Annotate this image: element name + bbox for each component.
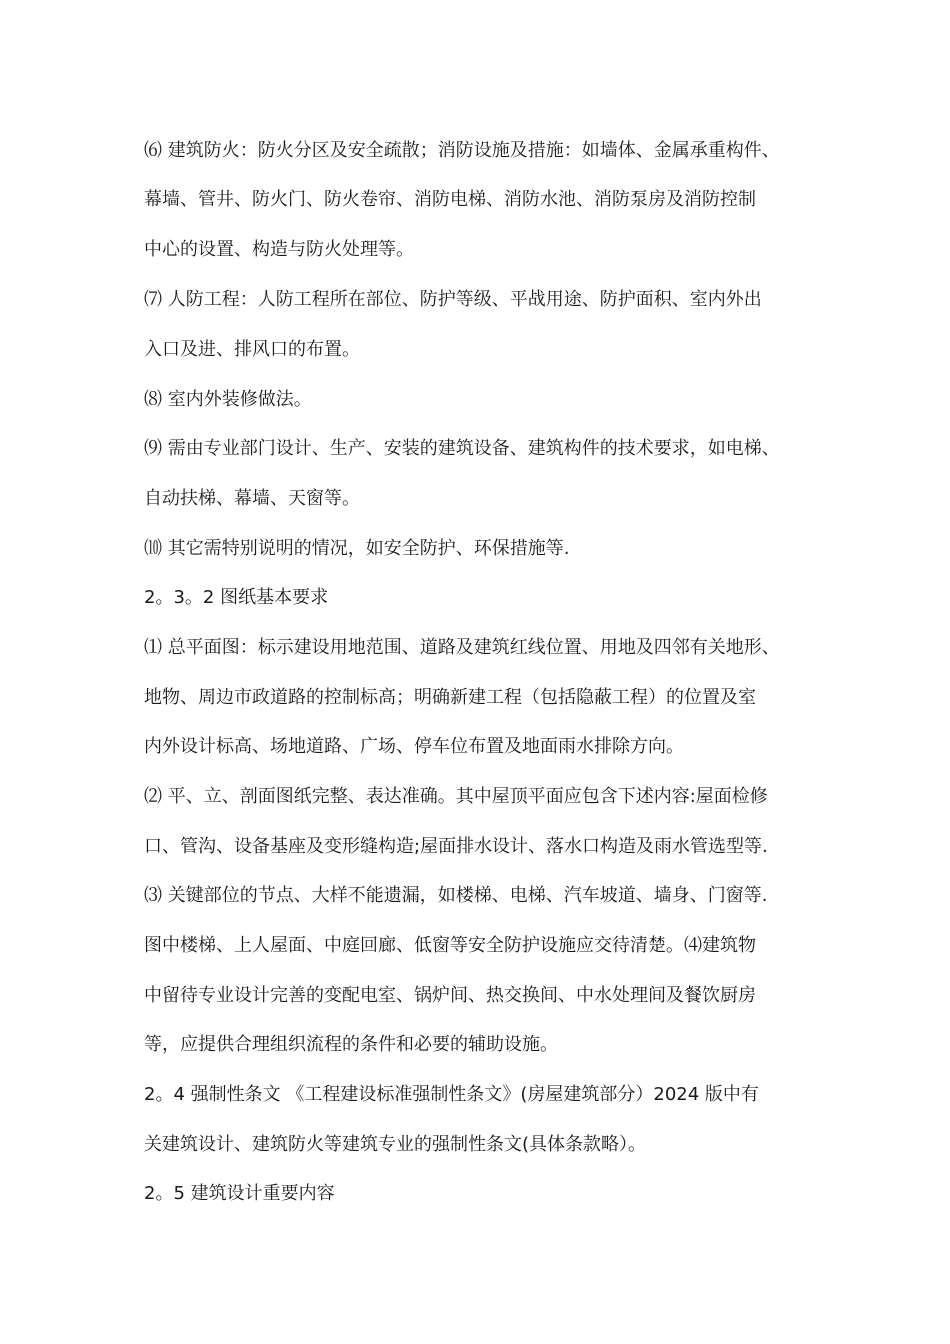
section-heading: 2。4 强制性条文 《工程建设标准强制性条文》(房屋建筑部分）2024 版中有 (144, 1084, 759, 1105)
text-line: ⑻ 室内外装修做法。 (144, 389, 312, 410)
text-line: 地物、周边市政道路的控制标高；明确新建工程（包括隐蔽工程）的位置及室 (144, 687, 756, 708)
text-line: ⑶ 关键部位的节点、大样不能遗漏，如楼梯、电梯、汽车坡道、墙身、门窗等. (144, 885, 768, 906)
text-line: 图中楼梯、上人屋面、中庭回廊、低窗等安全防护设施应交待清楚。⑷建筑物 (144, 935, 756, 956)
text-line: ⑹ 建筑防火：防火分区及安全疏散；消防设施及措施：如墙体、金属承重构件、 (144, 140, 780, 161)
text-line: 自动扶梯、幕墙、天窗等。 (144, 488, 360, 509)
text-line: 中心的设置、构造与防火处理等。 (144, 239, 414, 260)
text-line: ⑽ 其它需特别说明的情况，如安全防护、环保措施等. (144, 538, 570, 559)
section-heading: 2。3。2 图纸基本要求 (144, 587, 329, 608)
text-line: ⑼ 需由专业部门设计、生产、安装的建筑设备、建筑构件的技术要求，如电梯、 (144, 438, 780, 459)
text-line: 关建筑设计、建筑防火等建筑专业的强制性条文(具体条款略）。 (144, 1134, 647, 1155)
text-line: 中留待专业设计完善的变配电室、锅炉间、热交换间、中水处理间及餐饮厨房 (144, 985, 756, 1006)
text-line: 内外设计标高、场地道路、广场、停车位布置及地面雨水排除方向。 (144, 736, 684, 757)
text-line: ⑺ 人防工程：人防工程所在部位、防护等级、平战用途、防护面积、室内外出 (144, 289, 762, 310)
text-line: 幕墙、管井、防火门、防火卷帘、消防电梯、消防水池、消防泵房及消防控制 (144, 189, 756, 210)
text-line: ⑵ 平、立、剖面图纸完整、表达准确。其中屋顶平面应包含下述内容:屋面检修 (144, 786, 768, 807)
section-heading: 2。5 建筑设计重要内容 (144, 1183, 335, 1204)
text-line: 入口及进、排风口的布置。 (144, 339, 360, 360)
text-line: ⑴ 总平面图：标示建设用地范围、道路及建筑红线位置、用地及四邻有关地形、 (144, 637, 780, 658)
text-line: 口、管沟、设备基座及变形缝构造;屋面排水设计、落水口构造及雨水管选型等. (144, 836, 768, 857)
text-line: 等，应提供合理组织流程的条件和必要的辅助设施。 (144, 1034, 558, 1055)
